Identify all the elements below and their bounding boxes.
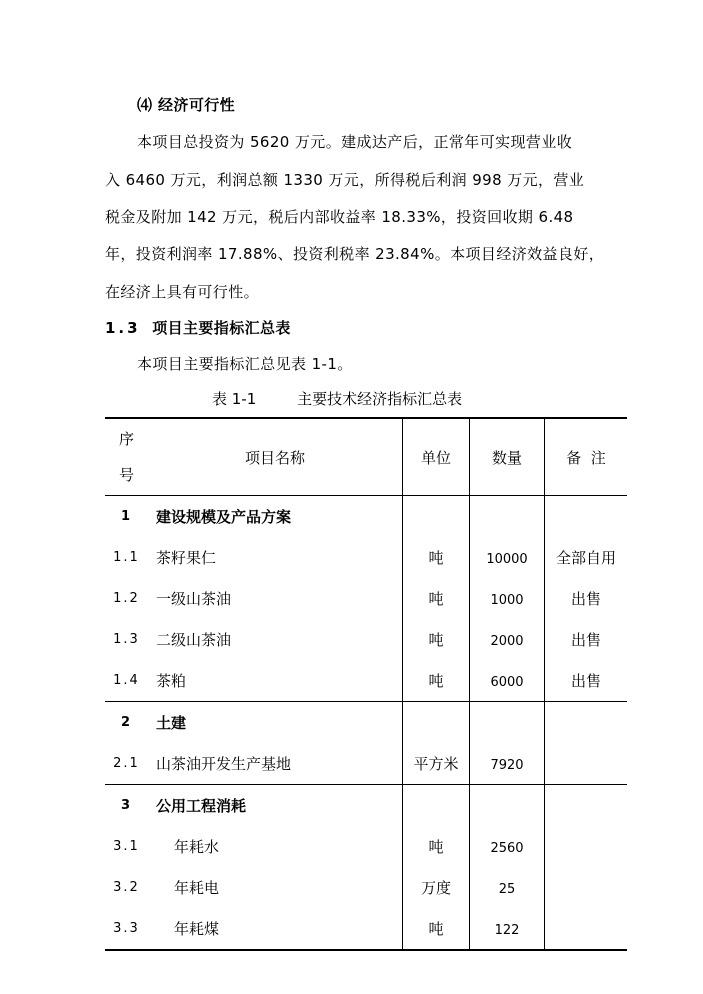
row-name: 茶籽果仁 (156, 549, 217, 567)
row-name: 二级山茶油 (156, 631, 232, 649)
section-title: 项目主要指标汇总表 (152, 319, 291, 337)
table-row (105, 496, 627, 538)
row-seq: 1 (120, 509, 133, 524)
row-seq: 3.1 (113, 839, 140, 854)
row-note (545, 496, 628, 538)
table-header-row (105, 418, 627, 496)
row-qty: 1000 (470, 578, 545, 619)
row-note: 出售 (545, 660, 628, 702)
row-name: 公用工程消耗 (148, 785, 403, 827)
row-name: 茶粕 (156, 672, 187, 690)
row-seq: 1.1 (113, 550, 140, 565)
section-heading (105, 317, 291, 338)
row-qty: 25 (470, 867, 545, 908)
row-qty (470, 702, 545, 744)
table-caption (212, 388, 462, 409)
indicator-table (105, 417, 627, 951)
row-note (545, 826, 628, 867)
table-row (105, 619, 627, 660)
row-qty: 2560 (470, 826, 545, 867)
row-unit: 万度 (403, 867, 470, 908)
row-qty: 10000 (470, 537, 545, 578)
row-note (545, 743, 628, 785)
row-unit: 吨 (403, 826, 470, 867)
row-qty (470, 496, 545, 538)
row-name: 年耗水 (174, 838, 220, 856)
table-intro: 本项目主要指标汇总见表 1-1。 (137, 355, 353, 373)
row-note: 出售 (545, 619, 628, 660)
row-seq: 3 (105, 785, 148, 827)
row-name: 建设规模及产品方案 (156, 508, 292, 526)
row-seq: 3.2 (113, 880, 140, 895)
row-seq: 2.1 (113, 756, 140, 771)
row-unit: 吨 (403, 537, 470, 578)
row-qty: 2000 (470, 619, 545, 660)
row-unit: 吨 (403, 578, 470, 619)
row-note (545, 908, 628, 950)
row-unit (403, 702, 470, 744)
row-name: 年耗电 (174, 879, 220, 897)
table-caption-title: 主要技术经济指标汇总表 (297, 390, 463, 408)
row-note (545, 785, 628, 827)
row-note (545, 702, 628, 744)
table-row (105, 785, 627, 827)
row-note: 出售 (545, 578, 628, 619)
row-qty: 7920 (470, 743, 545, 785)
header-name: 项目名称 (148, 418, 403, 496)
row-qty: 122 (470, 908, 545, 950)
header-qty: 数量 (470, 418, 545, 496)
paragraph-line-1: 本项目总投资为 5620 万元。建成达产后，正常年可实现营业收 (137, 133, 573, 151)
header-seq-top: 序 (118, 430, 134, 448)
paragraph-line-3: 税金及附加 142 万元，税后内部收益率 18.33%，投资回收期 6.48 (105, 208, 574, 226)
table-row (105, 826, 627, 867)
table-row (105, 537, 627, 578)
row-seq: 1.2 (113, 591, 140, 606)
header-seq (105, 418, 148, 496)
header-note: 备 注 (545, 418, 628, 496)
table-caption-label: 表 1-1 (212, 390, 257, 408)
row-unit: 吨 (403, 660, 470, 702)
table-row (105, 660, 627, 702)
row-seq: 3.3 (113, 921, 140, 936)
row-unit: 吨 (403, 908, 470, 950)
table-row (105, 702, 627, 744)
row-note (545, 867, 628, 908)
row-name: 年耗煤 (174, 920, 220, 938)
header-unit: 单位 (403, 418, 470, 496)
row-seq: 1.4 (113, 673, 140, 688)
paragraph-line-4: 年，投资利润率 17.88%、投资利税率 23.84%。本项目经济效益良好， (105, 245, 605, 263)
section-number: 1.3 (105, 319, 141, 337)
row-unit (403, 785, 470, 827)
row-note: 全部自用 (545, 537, 628, 578)
row-name: 山茶油开发生产基地 (156, 755, 292, 773)
row-seq: 2 (105, 702, 148, 744)
table-row (105, 867, 627, 908)
row-unit (403, 496, 470, 538)
row-qty (470, 785, 545, 827)
table-row (105, 908, 627, 950)
row-seq: 1.3 (113, 632, 140, 647)
row-qty: 6000 (470, 660, 545, 702)
table-row (105, 578, 627, 619)
table-row (105, 743, 627, 785)
row-name: 一级山茶油 (156, 590, 232, 608)
row-unit: 吨 (403, 619, 470, 660)
row-unit: 平方米 (403, 743, 470, 785)
subsection-heading: ⑷ 经济可行性 (137, 96, 236, 114)
header-seq-bottom: 号 (118, 466, 134, 484)
row-name: 土建 (148, 702, 403, 744)
paragraph-line-5: 在经济上具有可行性。 (105, 283, 260, 301)
paragraph-line-2: 入 6460 万元，利润总额 1330 万元，所得税后利润 998 万元，营业 (105, 171, 585, 189)
